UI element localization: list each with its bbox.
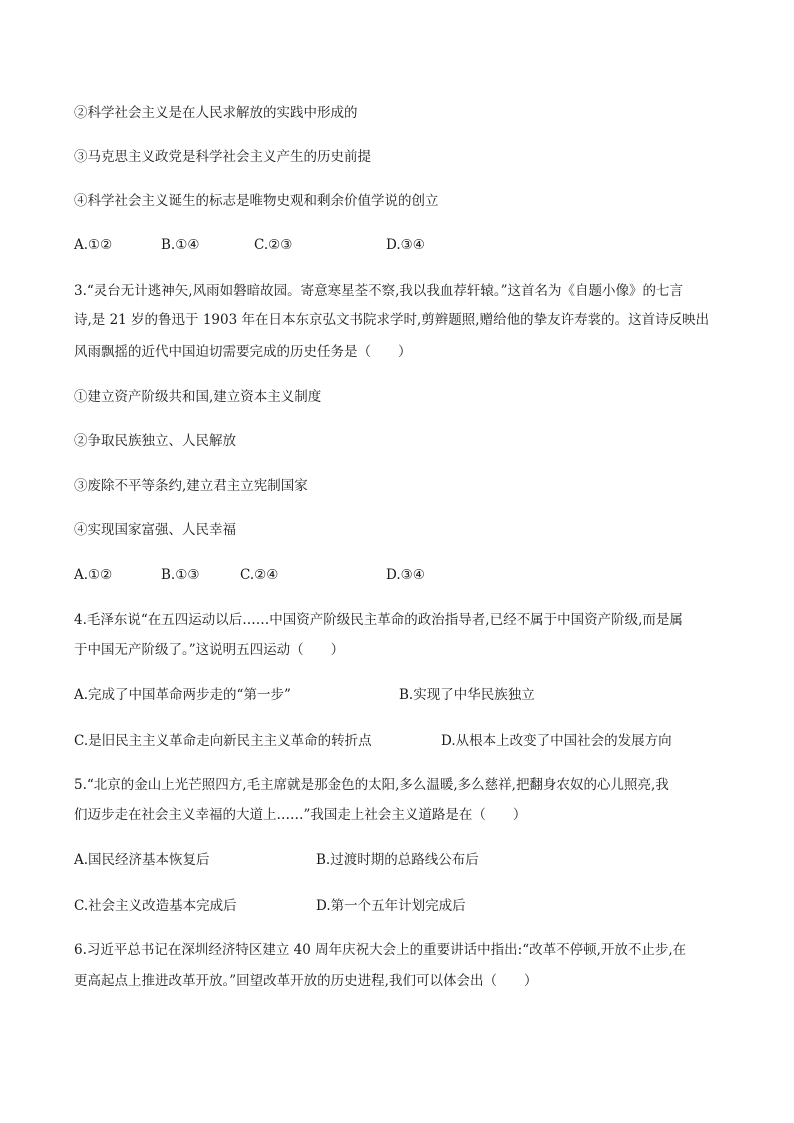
q5-option-a: A.国民经济基本恢复后 [74, 852, 210, 868]
q2-option-c: C.②③ [254, 237, 293, 253]
q4-stem-line-1: 4.毛泽东说“在五四运动以后……中国资产阶级民主革命的政治指导者,已经不属于中国资产阶级,而是属 [74, 612, 683, 628]
q3-stem-line-1: 3.“灵台无计逃神矢,风雨如磐暗故园。寄意寒星荃不察,我以我血荐轩辕。”这首名为《自题小像》的七言 [74, 283, 684, 299]
q3-option-d: D.③④ [386, 567, 425, 583]
q2-statement-2: ②科学社会主义是在人民求解放的实践中形成的 [74, 105, 358, 121]
q2-option-d: D.③④ [386, 237, 425, 253]
q3-statement-1: ①建立资产阶级共和国,建立资本主义制度 [74, 389, 322, 405]
q6-stem-line-2: 更高起点上推进改革开放。”回望改革开放的历史进程,我们可以体会出（ ） [74, 973, 538, 989]
q5-stem-line-2: 们迈步走在社会主义幸福的大道上……”我国走上社会主义道路是在（ ） [74, 807, 527, 823]
q2-statement-4: ④科学社会主义诞生的标志是唯物史观和剩余价值学说的创立 [74, 193, 439, 209]
q4-option-d: D.从根本上改变了中国社会的发展方向 [441, 733, 672, 749]
q4-option-b: B.实现了中华民族独立 [399, 687, 535, 703]
q2-statement-3: ③马克思主义政党是科学社会主义产生的历史前提 [74, 149, 371, 165]
q3-option-c: C.②④ [240, 567, 279, 583]
q3-option-a: A.①② [74, 567, 113, 583]
q5-option-b: B.过渡时期的总路线公布后 [316, 852, 479, 868]
q3-statement-2: ②争取民族独立、人民解放 [74, 433, 236, 449]
q5-option-c: C.社会主义改造基本完成后 [74, 898, 237, 914]
q6-stem-line-1: 6.习近平总书记在深圳经济特区建立 40 周年庆祝大会上的重要讲话中指出:“改革不停顿,开放不止步,在 [74, 942, 687, 958]
q5-option-d: D.第一个五年计划完成后 [316, 898, 466, 914]
q2-option-b: B.①④ [161, 237, 200, 253]
q3-stem-line-2: 诗,是 21 岁的鲁迅于 1903 年在日本东京弘文书院求学时,剪辫题照,赠给他的挚友许寿裳的。这首诗反映出 [74, 312, 710, 328]
q4-option-c: C.是旧民主主义革命走向新民主主义革命的转折点 [74, 733, 372, 749]
q4-option-a: A.完成了中国革命两步走的“第一步” [74, 687, 291, 703]
q3-option-b: B.①③ [161, 567, 200, 583]
q5-stem-line-1: 5.“北京的金山上光芒照四方,毛主席就是那金色的太阳,多么温暖,多么慈祥,把翻身农奴的心儿照亮,我 [74, 777, 669, 793]
q2-option-a: A.①② [74, 237, 113, 253]
q4-stem-line-2: 于中国无产阶级了。”这说明五四运动（ ） [74, 642, 345, 658]
q3-statement-4: ④实现国家富强、人民幸福 [74, 522, 236, 538]
q3-statement-3: ③废除不平等条约,建立君主立宪制国家 [74, 478, 308, 494]
q3-stem-line-3: 风雨飘摇的近代中国迫切需要完成的历史任务是（ ） [74, 344, 412, 360]
